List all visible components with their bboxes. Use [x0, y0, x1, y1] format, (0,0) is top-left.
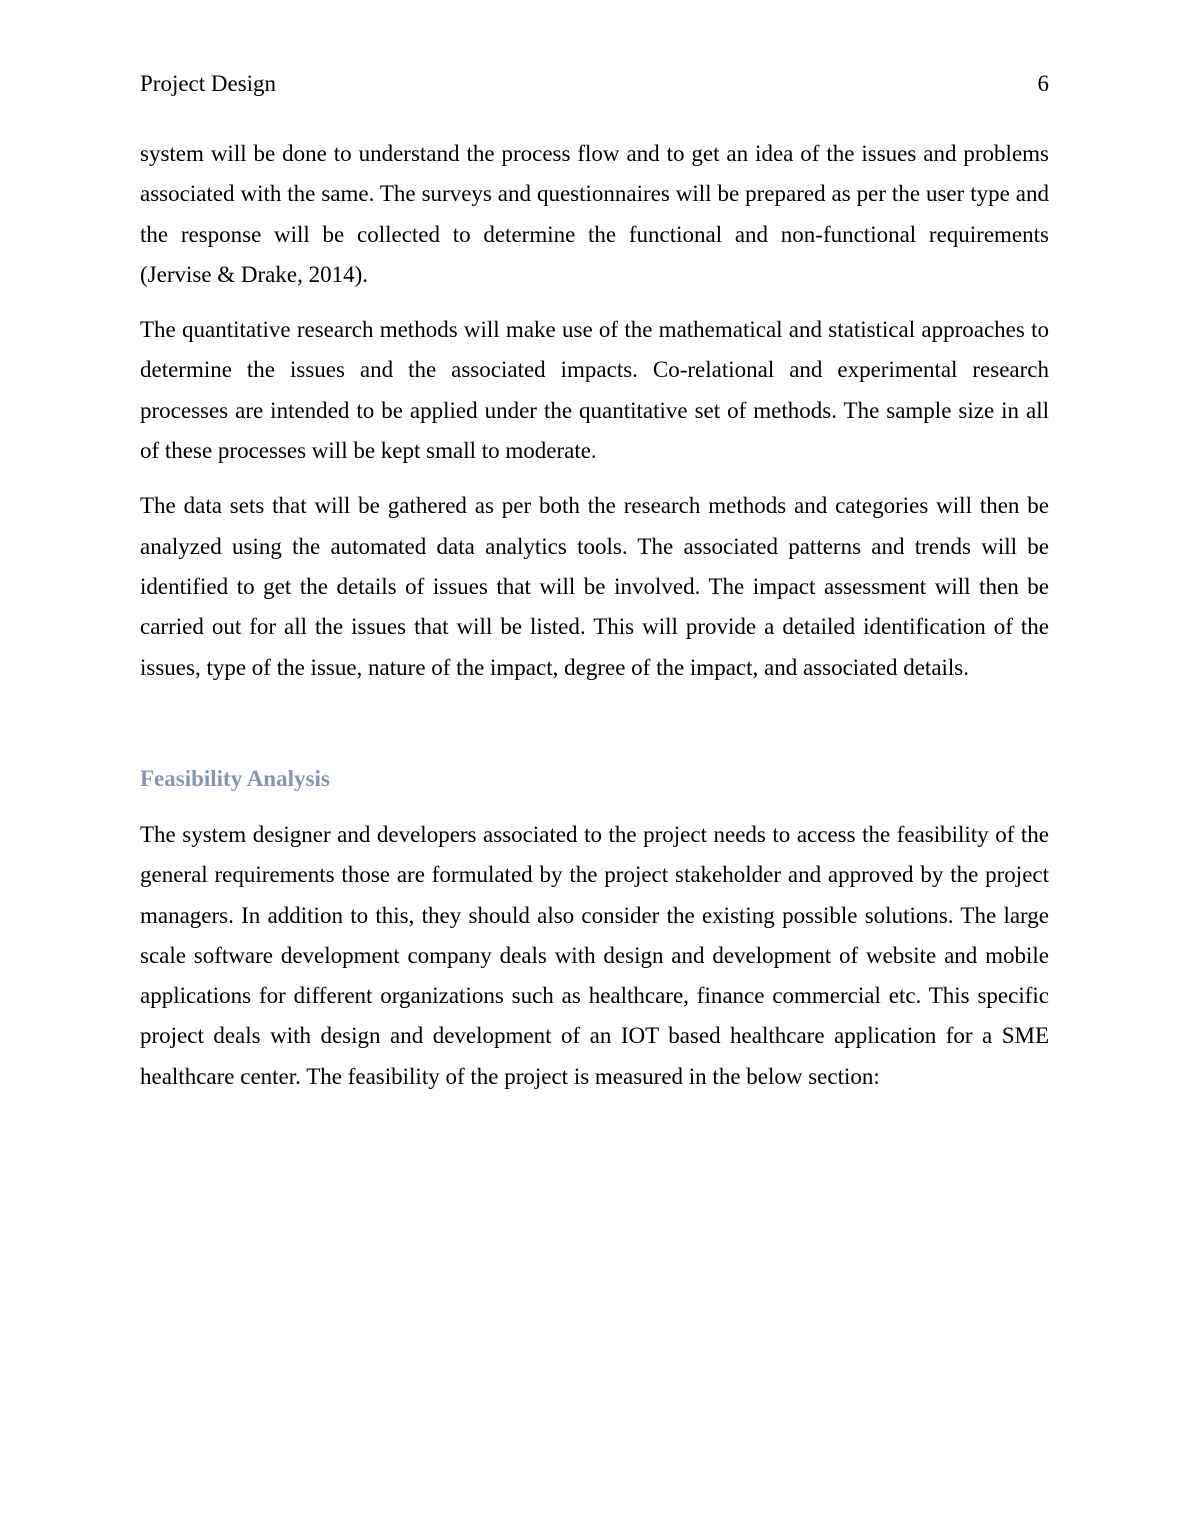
paragraph-2: The quantitative research methods will make use of the mathematical and statistical approaches to determine the issues and the associated impacts. Co-relational and experimental research processes are intended to be applied under the quantitative set of methods. The sample size in all of these processes will be kept small to moderate. [140, 317, 1049, 464]
paragraph-1: system will be done to understand the process flow and to get an idea of the issues and problems associated with the same. The surveys and questionnaires will be prepared as per the user type and the response will be collected to determine the functional and non-functional requirements (Jervise & Drake, 2014). [140, 141, 1049, 287]
paragraph-3: The data sets that will be gathered as per both the research methods and categories will then be analyzed using the automated data analytics tools. The associated patterns and trends will be identified to get the details of issues that will be involved. The impact assessment will then be carried out for all the issues that will be listed. This will provide a detailed identification of the issues, type of the issue, nature of the impact, degree of the impact, and associated details. [140, 493, 1049, 680]
body-text [140, 134, 1049, 688]
section-body [140, 815, 1049, 1097]
section-heading: Feasibility Analysis [140, 766, 330, 791]
section-paragraph: The system designer and developers associated to the project needs to access the feasibility of the general requirements those are formulated by the project stakeholder and approved by the project managers. In addition to this, they should also consider the existing possible solutions. The large scale software development company deals with design and development of website and mobile applications for different organizations such as healthcare, finance commercial etc. This specific project deals with design and development of an IOT based healthcare application for a SME healthcare center. The feasibility of the project is measured in the below section: [140, 822, 1049, 1089]
running-header [140, 68, 1049, 100]
page-number: 6 [1037, 71, 1049, 96]
header-title: Project Design [140, 71, 277, 96]
